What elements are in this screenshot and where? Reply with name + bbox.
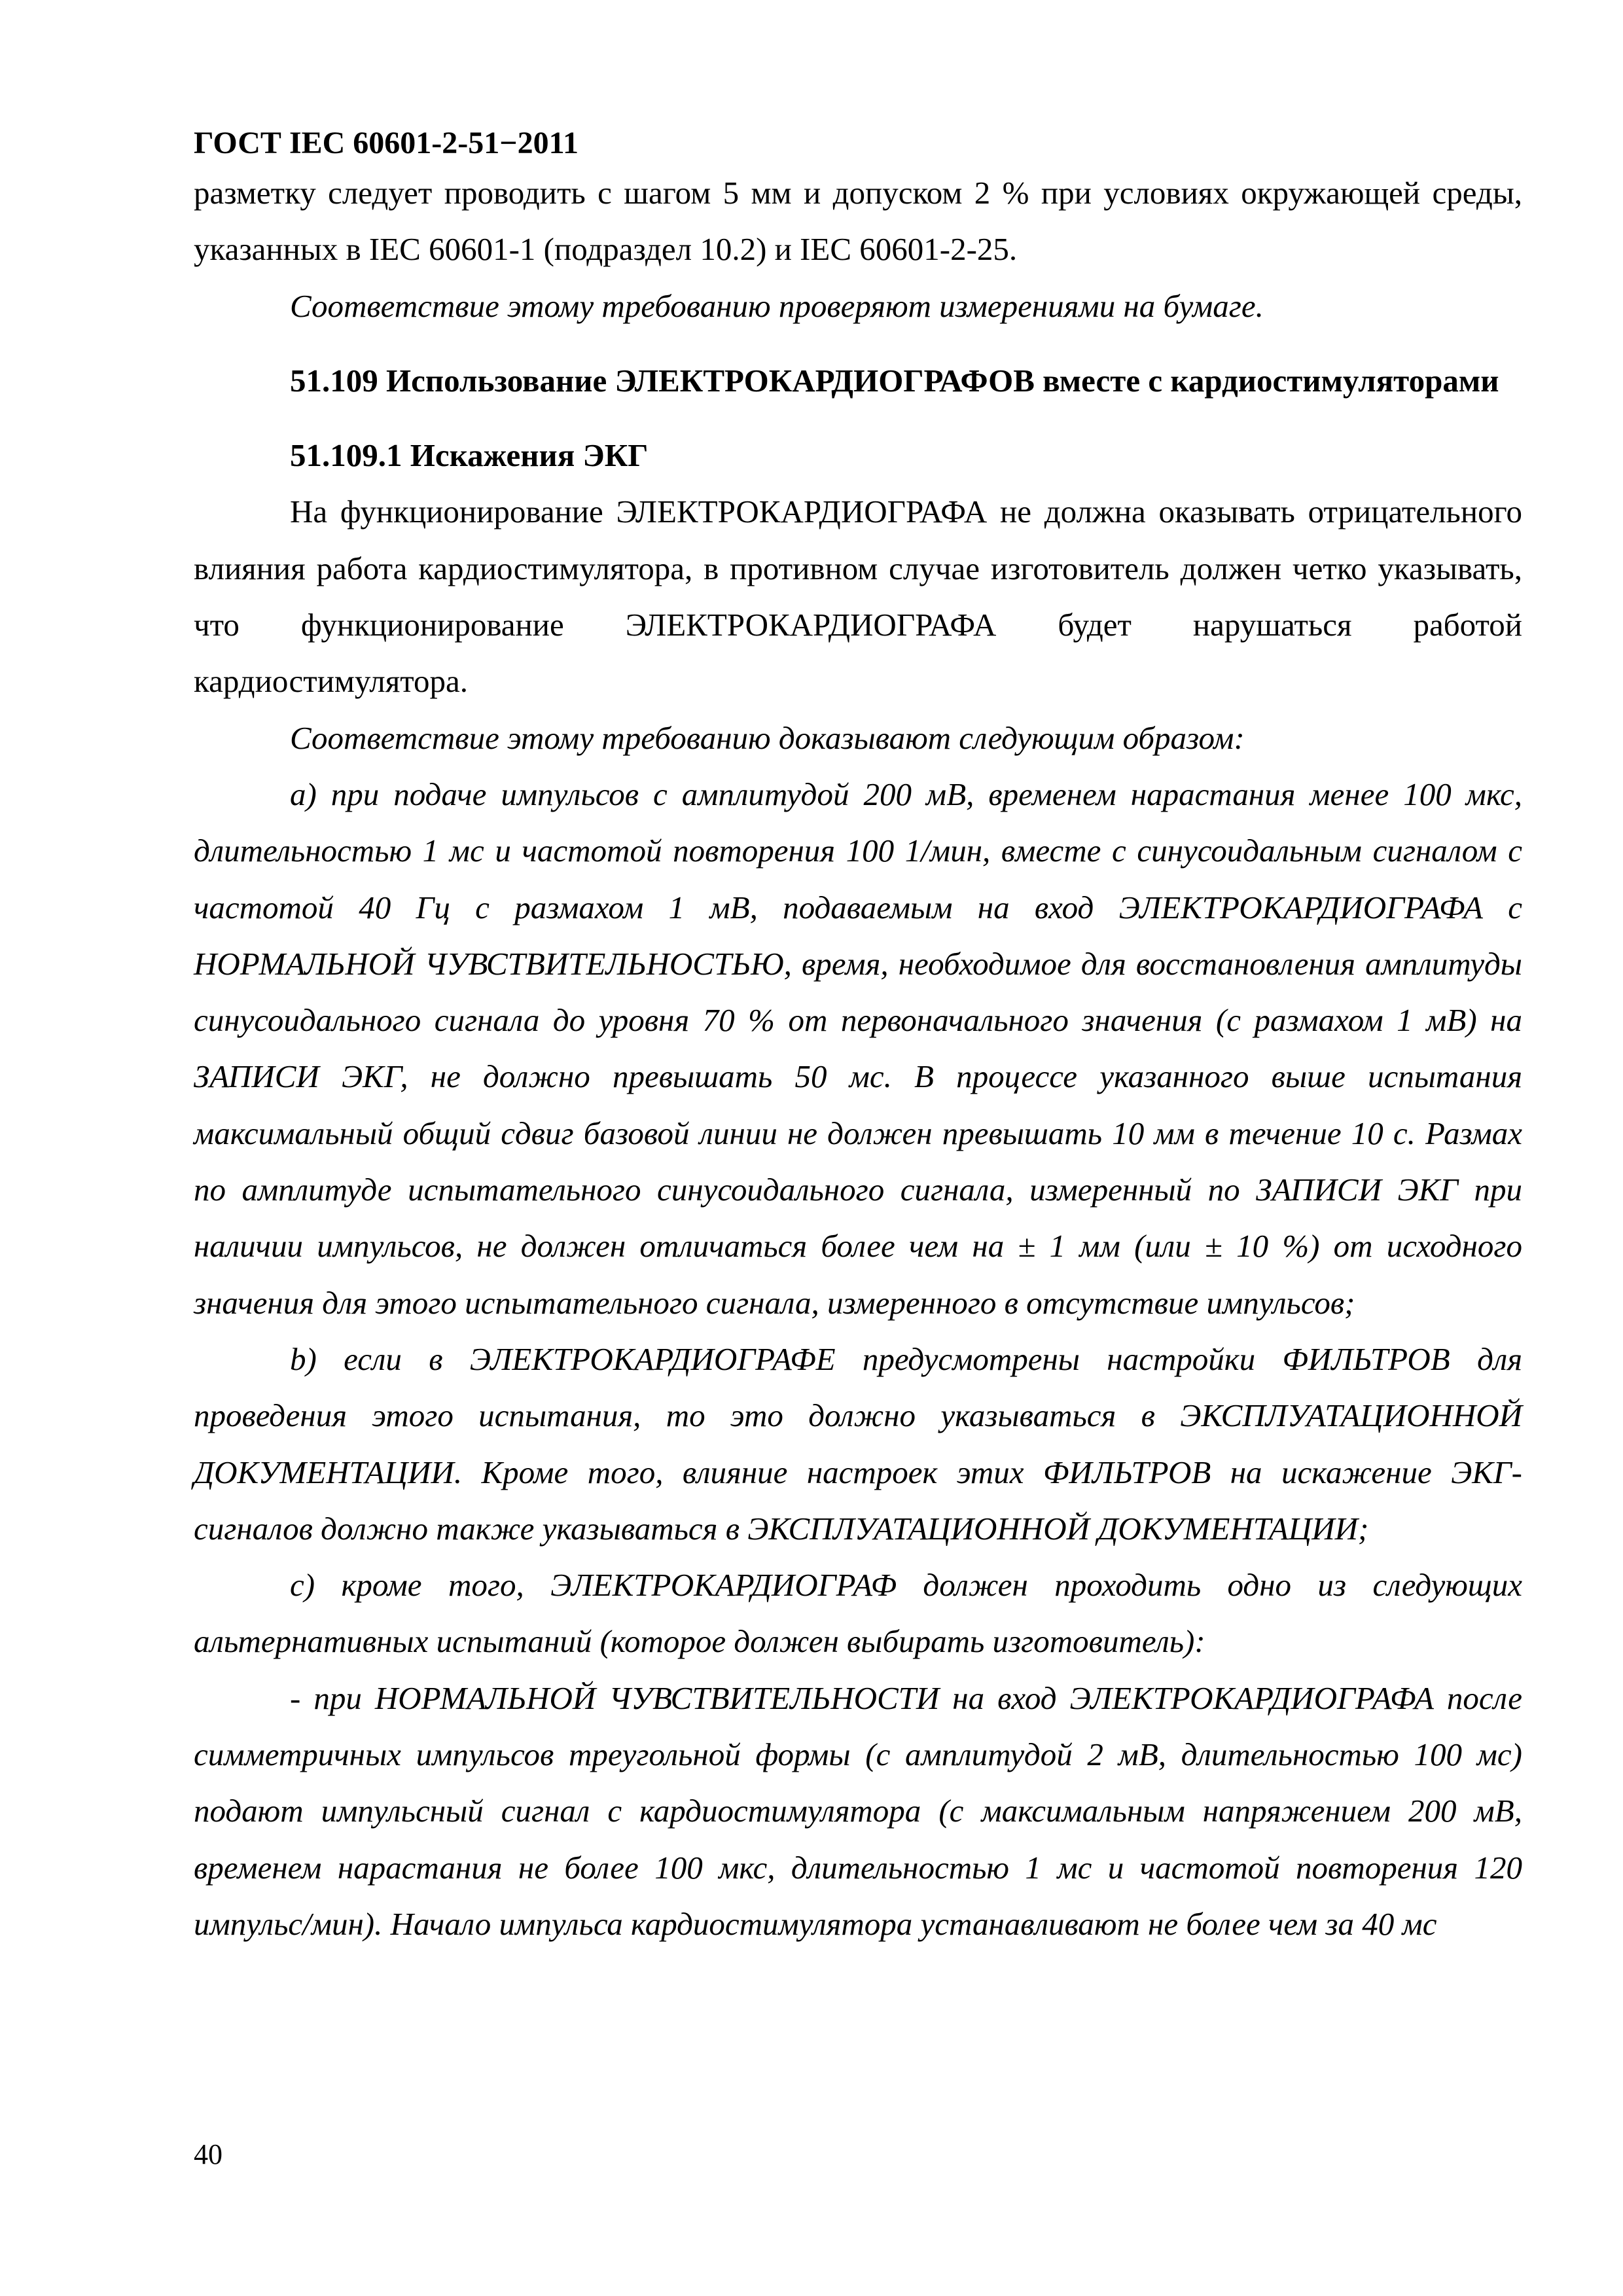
- list-item-dash: - при НОРМАЛЬНОЙ ЧУВСТВИТЕЛЬНОСТИ на вход ЭЛЕКТРОКАРДИОГРАФА после симметричных импульсов треугольной формы (с амплитудой 2 мВ, длительностью 100 мс) подают импульсный сигнал с кардиостимулятора (с максимальным напряжением 200 мВ, временем нарастания не более 100 мкс, длительностью 1 мс и частотой повторения 120 импульс/мин). Начало импульса кардиостимулятора устанавливают не более чем за 40 мс: [194, 1679, 1522, 1942]
- list-item-c: c) кроме того, ЭЛЕКТРОКАРДИОГРАФ должен проходить одно из следующих альтернативных испытаний (которое должен выбирать изготовитель):: [194, 1567, 1522, 1660]
- document-header: ГОСТ IEC 60601-2-51−2011: [194, 126, 579, 160]
- document-body: [194, 165, 1522, 1952]
- list-item-a: a) при подаче импульсов с амплитудой 200 мВ, временем нарастания менее 100 мкс, длительностью 1 мс и частотой повторения 100 1/мин, вместе с синусоидальным сигналом с частотой 40 Гц с размахом 1 мВ, подаваемым на вход ЭЛЕКТРОКАРДИОГРАФА с НОРМАЛЬНОЙ ЧУВСТВИТЕЛЬНОСТЬЮ, время, необходимое для восстановления амплитуды синусоидального сигнала до уровня 70 % от первоначального значения (с размахом 1 мВ) на ЗАПИСИ ЭКГ, не должно превышать 50 мс. В процессе указанного выше испытания максимальный общий сдвиг базовой линии не должен превышать 10 мм в течение 10 с. Размах по амплитуде испытательного синусоидального сигнала, измеренный по ЗАПИСИ ЭКГ при наличии импульсов, не должен отличаться более чем на ± 1 мм (или ± 10 %) от исходного значения для этого испытательного сигнала, измеренного в отсутствие импульсов;: [194, 776, 1522, 1321]
- list-item-b: b) если в ЭЛЕКТРОКАРДИОГРАФЕ предусмотрены настройки ФИЛЬТРОВ для проведения этого испытания, то это должно указываться в ЭКСПЛУАТАЦИОННОЙ ДОКУМЕНТАЦИИ. Кроме того, влияние настроек этих ФИЛЬТРОВ на искажение ЭКГ-сигналов должно также указываться в ЭКСПЛУАТАЦИОННОЙ ДОКУМЕНТАЦИИ;: [194, 1340, 1522, 1547]
- compliance-note: Соответствие этому требованию доказывают следующим образом:: [290, 719, 1245, 756]
- requirement-paragraph: На функционирование ЭЛЕКТРОКАРДИОГРАФА не должна оказывать отрицательного влияния работа кардиостимулятора, в противном случае изготовитель должен четко указывать, что функционирование ЭЛЕКТРОКАРДИОГРАФА будет нарушаться работой кардиостимулятора.: [194, 493, 1522, 700]
- paragraph-continuation: разметку следует проводить с шагом 5 мм и допуском 2 % при условиях окружающей среды, указанных в IEC 60601-1 (подраздел 10.2) и IEC 60601-2-25.: [194, 175, 1522, 268]
- compliance-note: Соответствие этому требованию проверяют измерениями на бумаге.: [290, 287, 1264, 324]
- section-heading: 51.109 Использование ЭЛЕКТРОКАРДИОГРАФОВ вместе с кардиостимуляторами: [290, 362, 1499, 399]
- page-number: 40: [194, 2138, 223, 2170]
- subsection-heading: 51.109.1 Искажения ЭКГ: [290, 437, 649, 474]
